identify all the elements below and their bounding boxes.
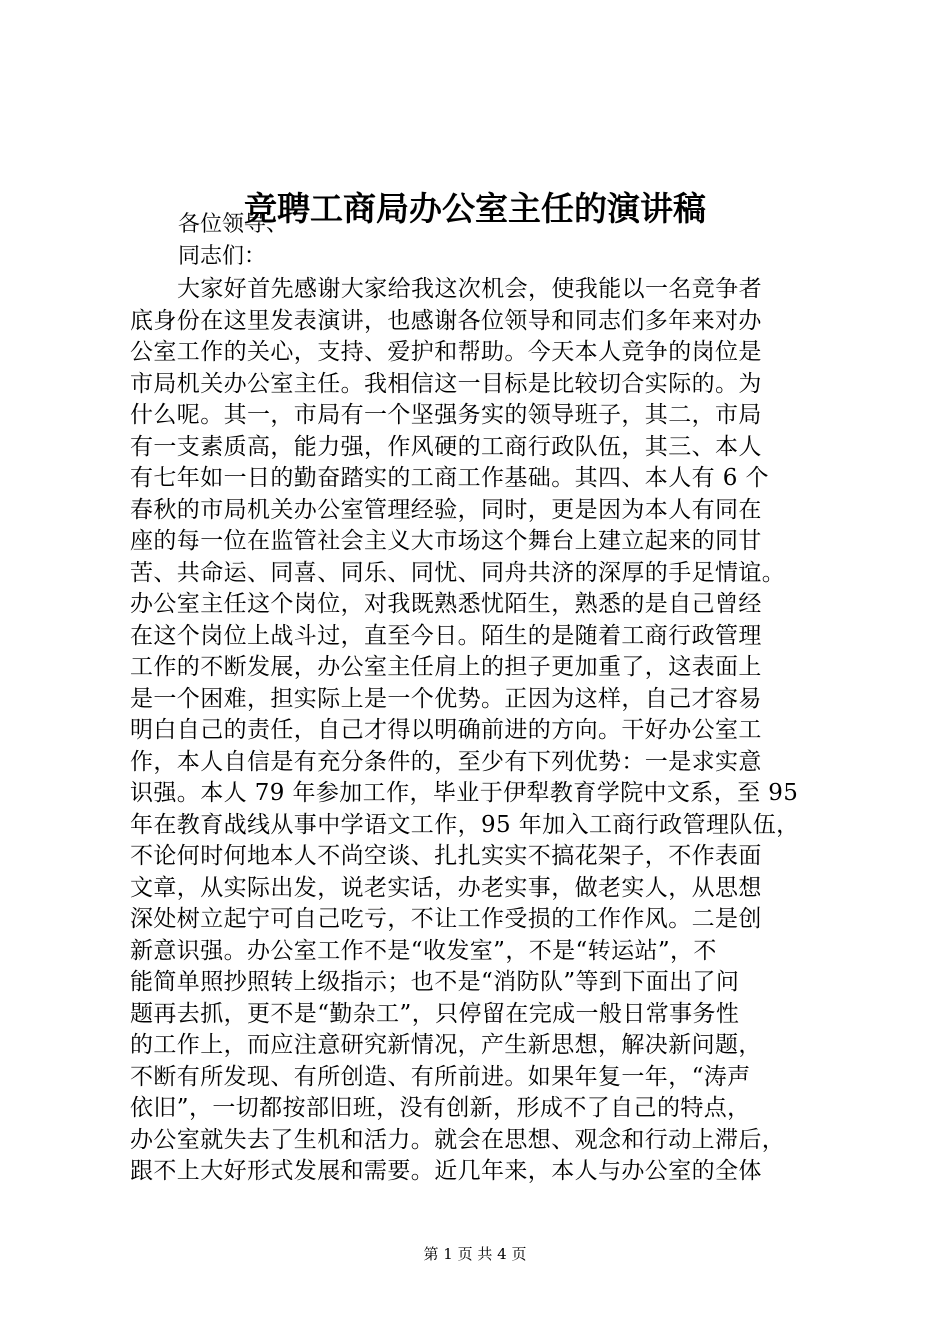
body-line: 在这个岗位上战斗过，直至今日。陌生的是随着工商行政管理 xyxy=(130,622,762,649)
body-line: 春秋的市局机关办公室管理经验，同时，更是因为本人有同在 xyxy=(130,496,762,523)
body-line: 不断有所发现、有所创造、有所前进。如果年复一年，“涛声 xyxy=(130,1063,751,1090)
body-line: 的工作上，而应注意研究新情况，产生新思想，解决新问题， xyxy=(130,1032,762,1058)
body-line: 苦、共命运、同喜、同乐、同忧、同舟共济的深厚的手足情谊。 xyxy=(130,559,786,586)
body-line: 座的每一位在监管社会主义大市场这个舞台上建立起来的同甘 xyxy=(130,528,762,554)
body-line: 能简单照抄照转上级指示；也不是“消防队”等到下面出了问 xyxy=(130,969,740,995)
body-line: 市局机关办公室主任。我相信这一目标是比较切合实际的。为 xyxy=(130,370,762,397)
body-line: 办公室主任这个岗位，对我既熟悉忧陌生，熟悉的是自己曾经 xyxy=(130,591,762,617)
body-line: 明白自己的责任，自己才得以明确前进的方向。干好办公室工 xyxy=(130,717,762,743)
body-line: 工作的不断发展，办公室主任肩上的担子更加重了，这表面上 xyxy=(130,654,762,680)
body-line: 办公室就失去了生机和活力。就会在思想、观念和行动上滞后， xyxy=(130,1126,786,1153)
greeting-leaders: 各位领导、 xyxy=(178,212,289,237)
body-line: 依旧”，一切都按部旧班，没有创新，形成不了自己的特点， xyxy=(130,1095,751,1121)
greeting-comrades: 同志们： xyxy=(178,244,267,269)
body-line: 不论何时何地本人不尚空谈、扎扎实实不搞花架子，不作表面 xyxy=(130,843,762,869)
body-line: 作，本人自信是有充分条件的，至少有下列优势：一是求实意 xyxy=(130,748,762,775)
speech-body xyxy=(130,274,830,1188)
body-line: 是一个困难，担实际上是一个优势。正因为这样，自己才容易 xyxy=(130,685,762,712)
body-line: 年在教育战线从事中学语文工作，95 年加入工商行政管理队伍， xyxy=(130,811,800,838)
body-line: 底身份在这里发表演讲，也感谢各位领导和同志们多年来对办 xyxy=(130,307,762,334)
body-line: 新意识强。办公室工作不是“收发室”，不是“转运站”，不 xyxy=(130,937,717,964)
body-line: 题再去抓，更不是“勤杂工”，只停留在完成一般日常事务性 xyxy=(130,1000,740,1027)
page-footer: 第 1 页 共 4 页 xyxy=(423,1245,527,1263)
document-title: 竞聘工商局办公室主任的演讲稿 xyxy=(244,189,706,228)
body-line: 识强。本人 79 年参加工作，毕业于伊犁教育学院中文系，至 95 xyxy=(130,780,799,806)
body-line: 大家好首先感谢大家给我这次机会，使我能以一名竞争者 xyxy=(177,276,762,302)
body-line: 有七年如一日的勤奋踏实的工商工作基础。其四、本人有 6 个 xyxy=(130,465,769,491)
body-line: 跟不上大好形式发展和需要。近几年来，本人与办公室的全体 xyxy=(130,1158,762,1184)
body-line: 公室工作的关心，支持、爱护和帮助。今天本人竞争的岗位是 xyxy=(130,339,762,365)
body-line: 文章，从实际出发，说老实话，办老实事，做老实人，从思想 xyxy=(130,874,762,901)
body-line: 什么呢。其一，市局有一个坚强务实的领导班子，其二，市局 xyxy=(130,402,762,428)
body-line: 深处树立起宁可自己吃亏，不让工作受损的工作作风。二是创 xyxy=(130,906,762,932)
body-line: 有一支素质高，能力强，作风硬的工商行政队伍，其三、本人 xyxy=(130,433,762,460)
